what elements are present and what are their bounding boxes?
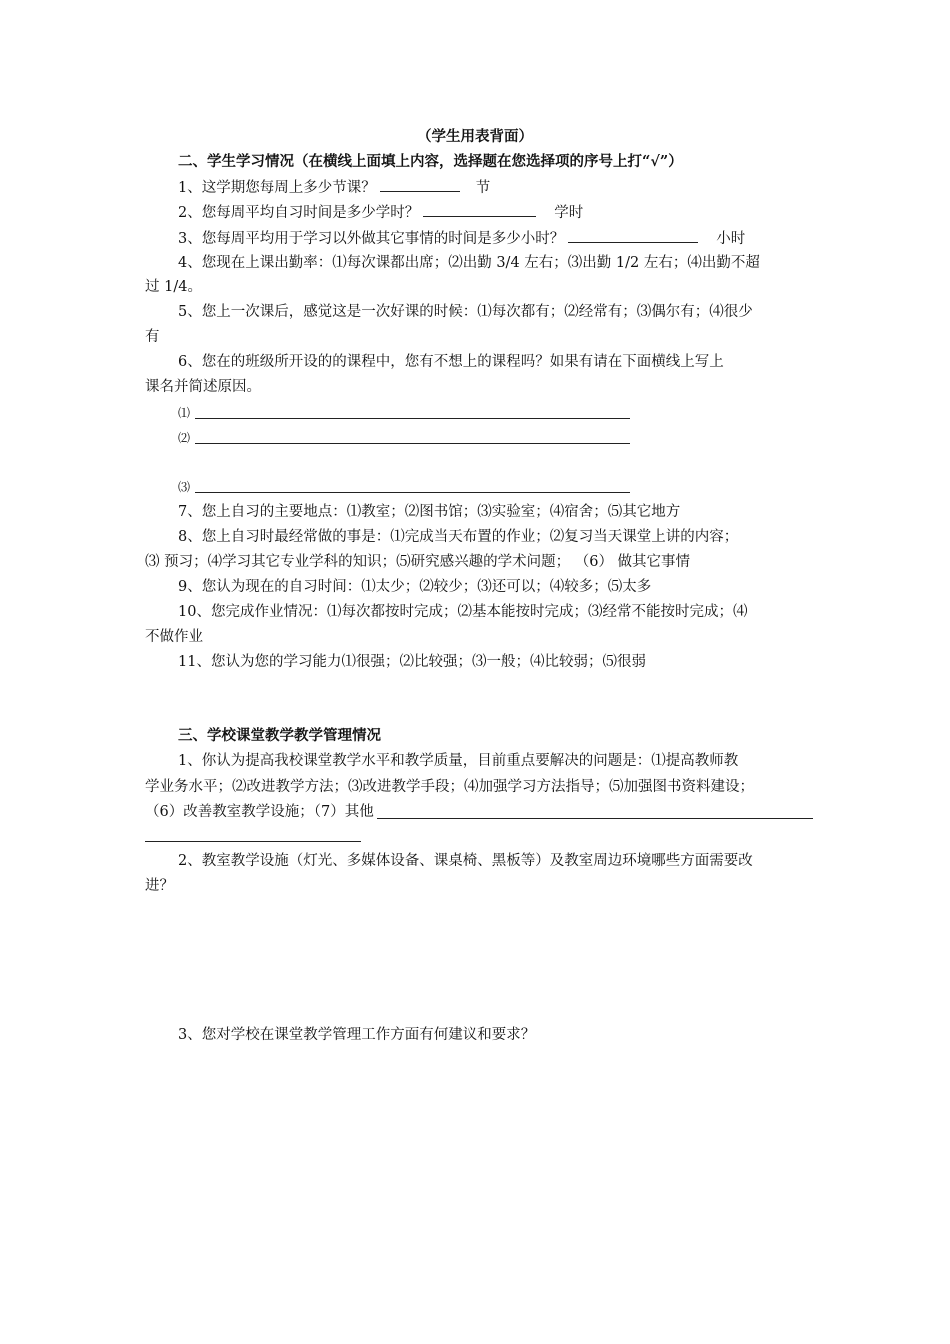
answer-line-2-label: ⑵: [178, 431, 191, 445]
page-title: （学生用表背面）: [417, 128, 533, 145]
answer-line-3-label: ⑶: [178, 480, 191, 494]
question-4-line-1: 4、您现在上课出勤率：⑴每次课都出席；⑵出勤 3/4 左右；⑶出勤 1/2 左右；⑷出勤不超: [178, 255, 760, 271]
question-1-blank[interactable]: [380, 177, 460, 192]
question-2: [178, 202, 818, 223]
question-10-line-1: 10、您完成作业情况：⑴每次都按时完成；⑵基本能按时完成；⑶经常不能按时完成；⑷: [178, 604, 748, 620]
section-3-heading: 三、学校课堂教学教学管理情况: [178, 727, 381, 744]
question-8-line-2: ⑶ 预习；⑷学习其它专业学科的知识；⑸研究感兴趣的学术问题； （6） 做其它事情: [145, 554, 691, 570]
question-8-line-1: 8、您上自习时最经常做的事是：⑴完成当天布置的作业；⑵复习当天课堂上讲的内容；: [178, 529, 739, 545]
question-9: 9、您认为现在的自习时间：⑴太少；⑵较少；⑶还可以；⑷较多；⑸太多: [178, 579, 652, 595]
s3-question-1-line-1: 1、你认为提高我校课堂教学水平和教学质量，目前重点要解决的问题是：⑴提高教师教: [178, 753, 739, 769]
s3-question-1-line-3: （6）改善教室教学设施；（7）其他: [145, 804, 374, 820]
answer-line-3[interactable]: [178, 477, 818, 497]
question-3-blank[interactable]: [568, 228, 698, 243]
question-2-text: 2、您每周平均自习时间是多少学时？: [178, 205, 420, 221]
question-2-unit: 学时: [554, 205, 584, 221]
s3-question-1-line-2: 学业务水平；⑵改进教学方法；⑶改进教学手段；⑷加强学习方法指导；⑸加强图书资料建设；: [145, 779, 754, 795]
question-11: 11、您认为您的学习能力⑴很强；⑵比较强；⑶一般；⑷比较弱；⑸很弱: [178, 654, 646, 670]
question-7: 7、您上自习的主要地点：⑴教室；⑵图书馆；⑶实验室；⑷宿舍；⑸其它地方: [178, 504, 681, 520]
question-3-unit: 小时: [716, 231, 746, 247]
question-6-line-2: 课名并简述原因。: [145, 379, 261, 395]
answer-line-1[interactable]: [178, 403, 818, 423]
s3-question-2-line-1: 2、教室教学设施（灯光、多媒体设备、课桌椅、黑板等）及教室周边环境哪些方面需要改: [178, 853, 753, 869]
answer-line-2[interactable]: [178, 428, 818, 448]
question-6-line-1: 6、您在的班级所开设的的课程中，您有不想上的课程吗？如果有请在下面横线上写上: [178, 354, 724, 370]
other-answer-rule-2[interactable]: [145, 841, 361, 842]
question-1-unit: 节: [475, 180, 491, 196]
question-3: [178, 228, 818, 249]
s3-question-3: 3、您对学校在课堂教学管理工作方面有何建议和要求？: [178, 1027, 536, 1043]
section-2-heading: 二、学生学习情况（在横线上面填上内容，选择题在您选择项的序号上打“√”）: [178, 153, 683, 170]
question-5-line-1: 5、您上一次课后，感觉这是一次好课的时候：⑴每次都有；⑵经常有；⑶偶尔有；⑷很少: [178, 304, 753, 320]
answer-line-3-rule: [195, 492, 630, 493]
question-4-line-2: 过 1/4。: [145, 279, 202, 295]
other-answer-rule-1[interactable]: [377, 818, 813, 819]
answer-line-1-label: ⑴: [178, 406, 191, 420]
s3-question-2-line-2: 进？: [145, 878, 174, 894]
question-1: [178, 177, 818, 198]
question-2-blank[interactable]: [423, 202, 536, 217]
answer-line-1-rule: [195, 418, 630, 419]
question-3-text: 3、您每周平均用于学习以外做其它事情的时间是多少小时？: [178, 231, 565, 247]
question-1-text: 1、这学期您每周上多少节课？: [178, 180, 376, 196]
question-10-line-2: 不做作业: [145, 629, 203, 645]
answer-line-2-rule: [195, 443, 630, 444]
question-5-line-2: 有: [145, 329, 160, 345]
